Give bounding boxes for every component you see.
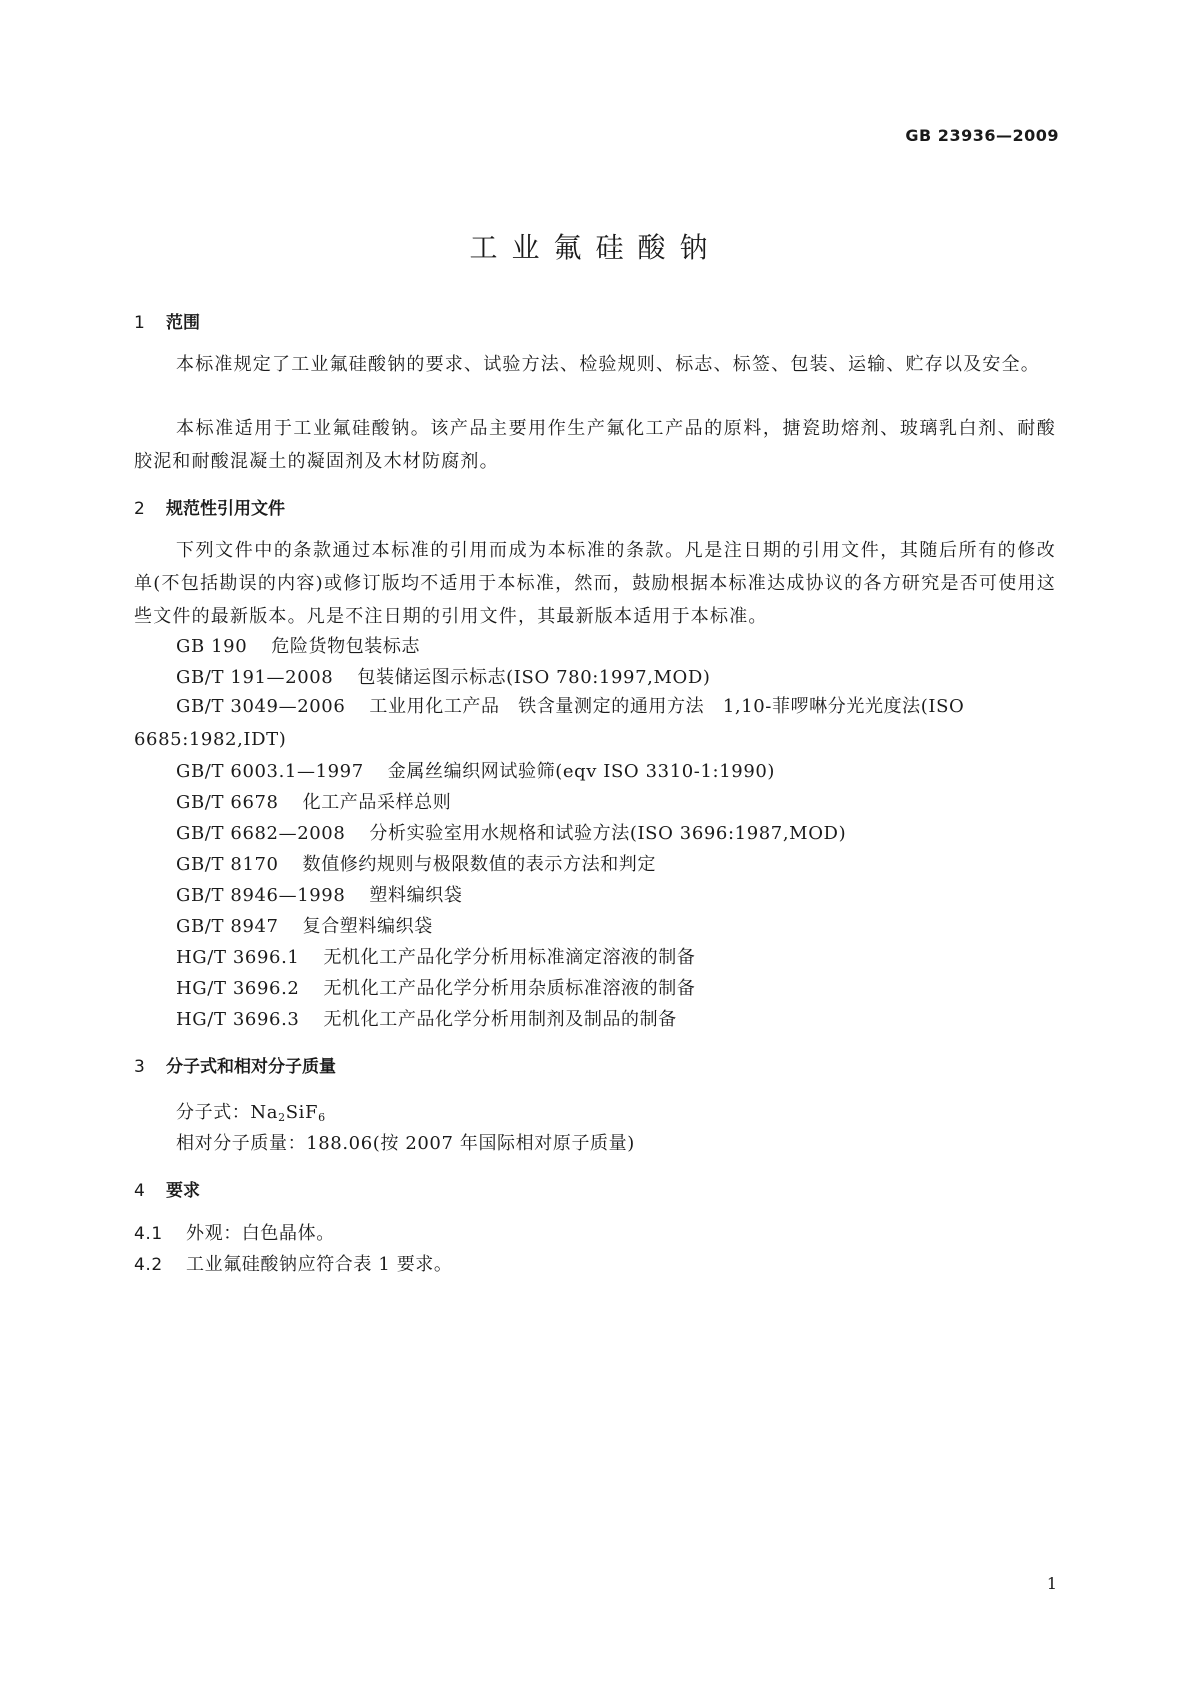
section-title: 要求 (166, 1181, 200, 1201)
reference-title: 复合塑料编织袋 (302, 916, 433, 937)
reference-item (176, 819, 846, 845)
reference-code: GB/T 3049—2006 (176, 696, 346, 717)
clause-number: 4.2 (134, 1255, 163, 1275)
reference-item (176, 757, 775, 783)
reference-item (176, 788, 451, 814)
reference-title: 包装储运图示标志(ISO 780:1997,MOD) (357, 667, 711, 688)
section-1-paragraph-2: 本标准适用于工业氟硅酸钠。该产品主要用作生产氟化工产品的原料，搪瓷助熔剂、玻璃乳白剂、耐酸胶泥和耐酸混凝土的凝固剂及木材防腐剂。 (134, 418, 1056, 472)
formula-na: Na (250, 1102, 279, 1123)
clause-text: 外观：白色晶体。 (186, 1223, 335, 1244)
reference-code: GB/T 8946—1998 (176, 885, 346, 906)
reference-title: 危险货物包装标志 (271, 636, 421, 657)
reference-item (176, 881, 462, 907)
reference-title: 无机化工产品化学分析用杂质标准溶液的制备 (323, 978, 696, 999)
section-title: 规范性引用文件 (166, 499, 285, 519)
relative-molecular-mass: 相对分子质量：188.06(按 2007 年国际相对原子质量) (176, 1133, 635, 1154)
reference-title: 无机化工产品化学分析用制剂及制品的制备 (323, 1009, 677, 1030)
clause-text: 工业氟硅酸钠应符合表 1 要求。 (186, 1254, 453, 1275)
section-number: 3 (134, 1057, 145, 1077)
reference-item (176, 663, 711, 689)
reference-code: HG/T 3696.3 (176, 1009, 300, 1030)
document-title: 工业氟硅酸钠 (469, 231, 722, 264)
reference-title: 无机化工产品化学分析用标准滴定溶液的制备 (323, 947, 696, 968)
reference-item (176, 943, 695, 969)
section-title: 范围 (166, 313, 200, 333)
section-3-heading (134, 1052, 336, 1077)
formula-label: 分子式： (176, 1102, 251, 1123)
reference-code: GB/T 6003.1—1997 (176, 761, 364, 782)
reference-code: GB 190 (176, 636, 248, 657)
reference-title: 工业用化工产品 铁含量测定的通用方法 1,10-菲啰啉分光光度法(ISO 6685:1982,IDT) (134, 696, 965, 750)
standard-code: GB 23936—2009 (905, 126, 1059, 145)
section-title: 分子式和相对分子质量 (166, 1057, 336, 1077)
reference-title: 金属丝编织网试验筛(eqv ISO 3310-1:1990) (387, 761, 776, 782)
reference-code: GB/T 6678 (176, 792, 279, 813)
formula-sif: SiF (285, 1102, 319, 1123)
reference-item (176, 1005, 677, 1031)
section-4-heading (134, 1176, 200, 1201)
reference-code: GB/T 6682—2008 (176, 823, 346, 844)
reference-code: HG/T 3696.1 (176, 947, 300, 968)
page-number: 1 (1046, 1574, 1057, 1593)
reference-item (176, 912, 433, 938)
clause-4-1 (134, 1219, 335, 1245)
formula-f-subscript: 6 (318, 1111, 326, 1124)
reference-code: HG/T 3696.2 (176, 978, 300, 999)
reference-title: 数值修约规则与极限数值的表示方法和判定 (302, 854, 657, 875)
reference-item (176, 974, 695, 1000)
clause-number: 4.1 (134, 1224, 163, 1244)
reference-code: GB/T 8170 (176, 854, 279, 875)
section-number: 4 (134, 1181, 145, 1201)
reference-title: 塑料编织袋 (369, 885, 463, 906)
section-number: 1 (134, 313, 145, 333)
molecular-formula (176, 1098, 326, 1124)
section-1-paragraph-1: 本标准规定了工业氟硅酸钠的要求、试验方法、检验规则、标志、标签、包装、运输、贮存以及安全。 (176, 354, 1040, 375)
clause-4-2 (134, 1250, 453, 1276)
reference-item (176, 632, 420, 658)
reference-code: GB/T 8947 (176, 916, 279, 937)
reference-item (176, 850, 656, 876)
reference-title: 化工产品采样总则 (302, 792, 452, 813)
formula-na-subscript: 2 (278, 1111, 286, 1124)
reference-title: 分析实验室用水规格和试验方法(ISO 3696:1987,MOD) (369, 823, 847, 844)
reference-item (134, 690, 1056, 756)
section-number: 2 (134, 499, 145, 519)
section-2-heading (134, 494, 285, 519)
section-2-paragraph-1: 下列文件中的条款通过本标准的引用而成为本标准的条款。凡是注日期的引用文件，其随后所有的修改单(不包括勘误的内容)或修订版均不适用于本标准，然而，鼓励根据本标准达成协议的各方研究是否可使用这些文件的最新版本。凡是不注日期的引用文件，其最新版本适用于本标准。 (134, 540, 1056, 627)
reference-code: GB/T 191—2008 (176, 667, 334, 688)
section-1-heading (134, 308, 200, 333)
